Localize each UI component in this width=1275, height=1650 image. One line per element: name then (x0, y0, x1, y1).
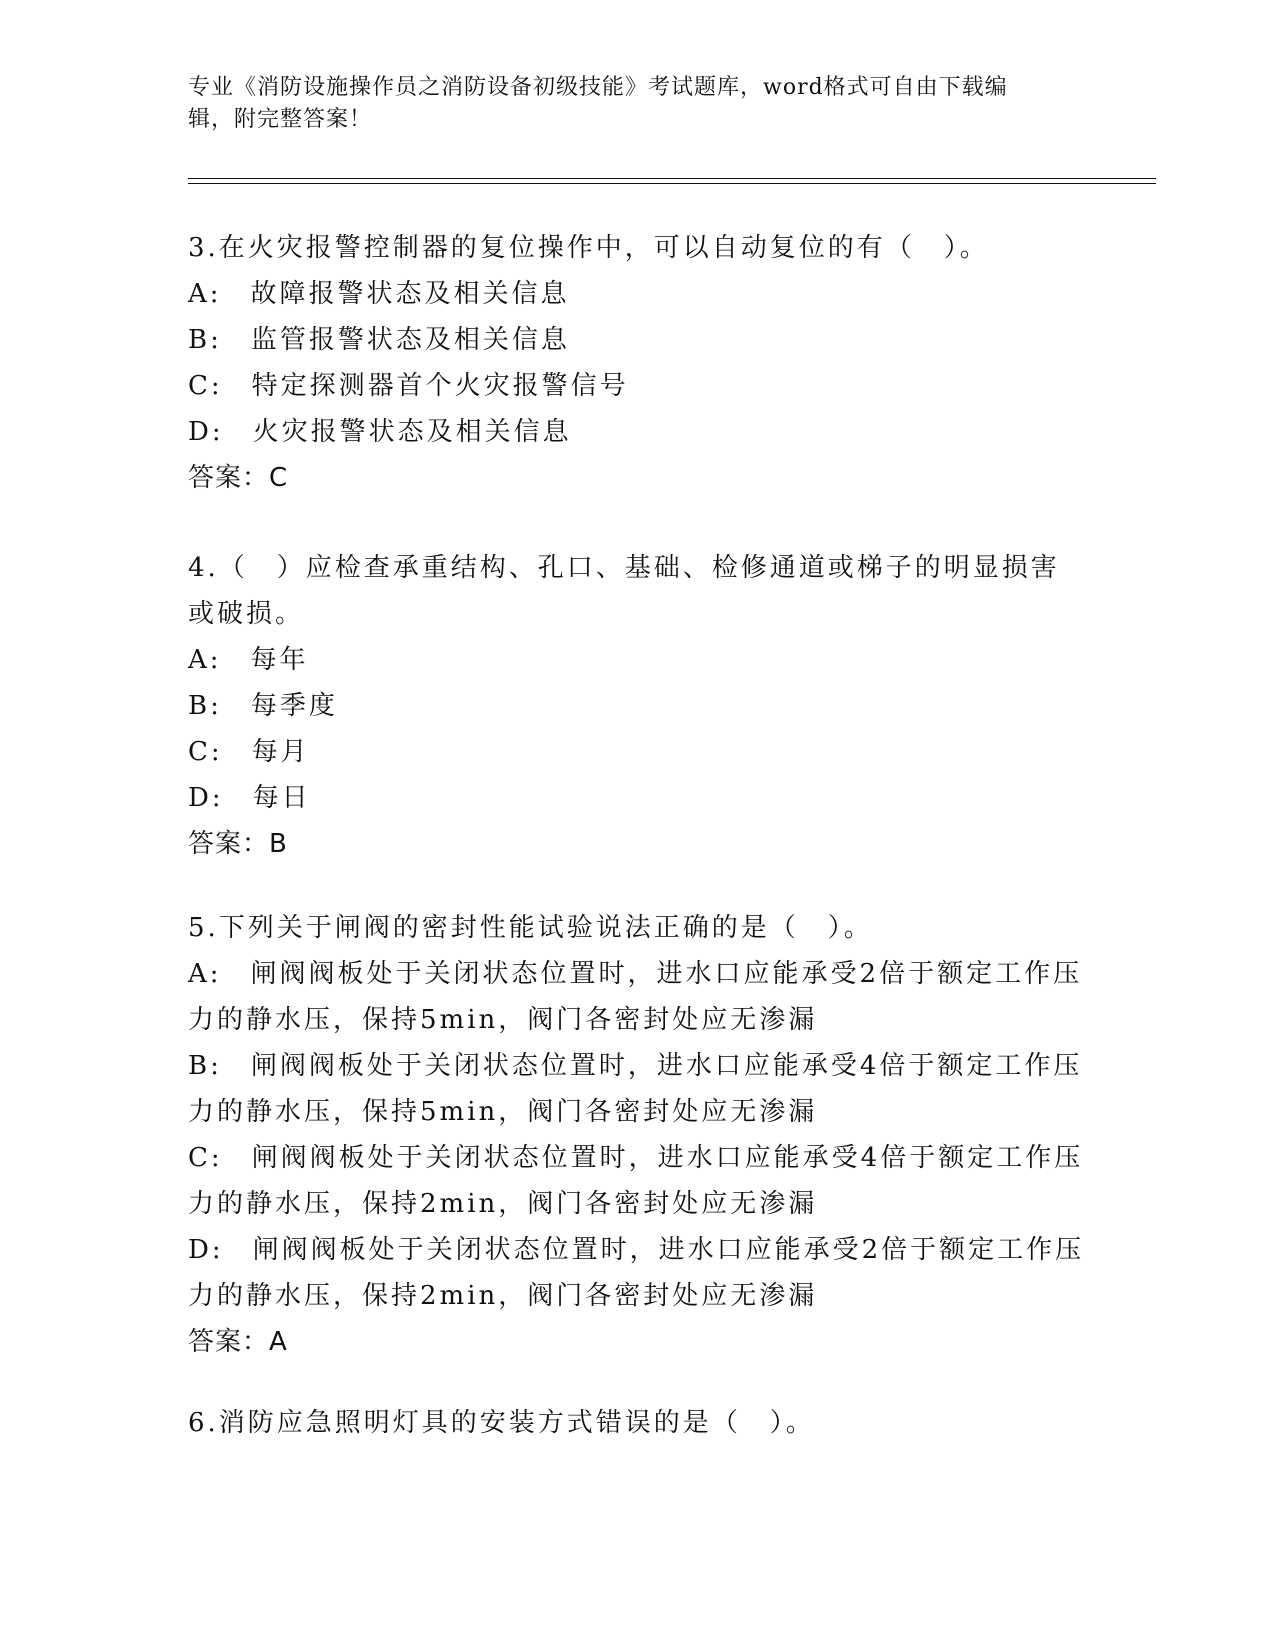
option-c: C: 特定探测器首个火灾报警信号 (188, 371, 629, 401)
option-a-continued: 力的静水压，保持5min，阀门各密封处应无渗漏 (188, 1005, 818, 1035)
option-b-continued: 力的静水压，保持5min，阀门各密封处应无渗漏 (188, 1097, 818, 1127)
question-stem-continued: 或破损。 (188, 599, 305, 629)
question-stem: 5.下列关于闸阀的密封性能试验说法正确的是（ ）。 (188, 913, 873, 943)
answer: 答案：C (188, 463, 289, 493)
answer: 答案：B (188, 829, 288, 859)
header-line-2: 辑，附完整答案！ (188, 107, 373, 132)
question-5 (188, 905, 1088, 1365)
header-line-1: 专业《消防设施操作员之消防设备初级技能》考试题库，word格式可自由下载编 (188, 75, 1008, 100)
option-c-continued: 力的静水压，保持2min，阀门各密封处应无渗漏 (188, 1189, 818, 1219)
option-b: B: 闸阀阀板处于关闭状态位置时，进水口应能承受4倍于额定工作压 (188, 1051, 1083, 1081)
option-d-continued: 力的静水压，保持2min，阀门各密封处应无渗漏 (188, 1281, 818, 1311)
option-a: A: 故障报警状态及相关信息 (188, 279, 570, 309)
question-6 (188, 1400, 1088, 1446)
question-stem: 4.（ ）应检查承重结构、孔口、基础、检修通道或梯子的明显损害 (188, 553, 1060, 583)
header-divider-top (188, 178, 1156, 179)
option-d: D: 火灾报警状态及相关信息 (188, 417, 572, 447)
question-3 (188, 225, 1088, 501)
document-header (188, 72, 1068, 136)
option-b: B: 每季度 (188, 691, 338, 721)
question-stem: 6.消防应急照明灯具的安装方式错误的是（ ）。 (188, 1408, 815, 1438)
option-d: D: 闸阀阀板处于关闭状态位置时，进水口应能承受2倍于额定工作压 (188, 1235, 1085, 1265)
answer: 答案：A (188, 1327, 288, 1357)
question-stem: 3.在火灾报警控制器的复位操作中，可以自动复位的有（ ）。 (188, 233, 989, 263)
option-b: B: 监管报警状态及相关信息 (188, 325, 570, 355)
option-c: C: 每月 (188, 737, 310, 767)
question-4 (188, 545, 1088, 867)
option-d: D: 每日 (188, 783, 311, 813)
option-c: C: 闸阀阀板处于关闭状态位置时，进水口应能承受4倍于额定工作压 (188, 1143, 1084, 1173)
header-divider-bottom (188, 183, 1156, 184)
option-a: A: 闸阀阀板处于关闭状态位置时，进水口应能承受2倍于额定工作压 (188, 959, 1083, 989)
option-a: A: 每年 (188, 645, 309, 675)
